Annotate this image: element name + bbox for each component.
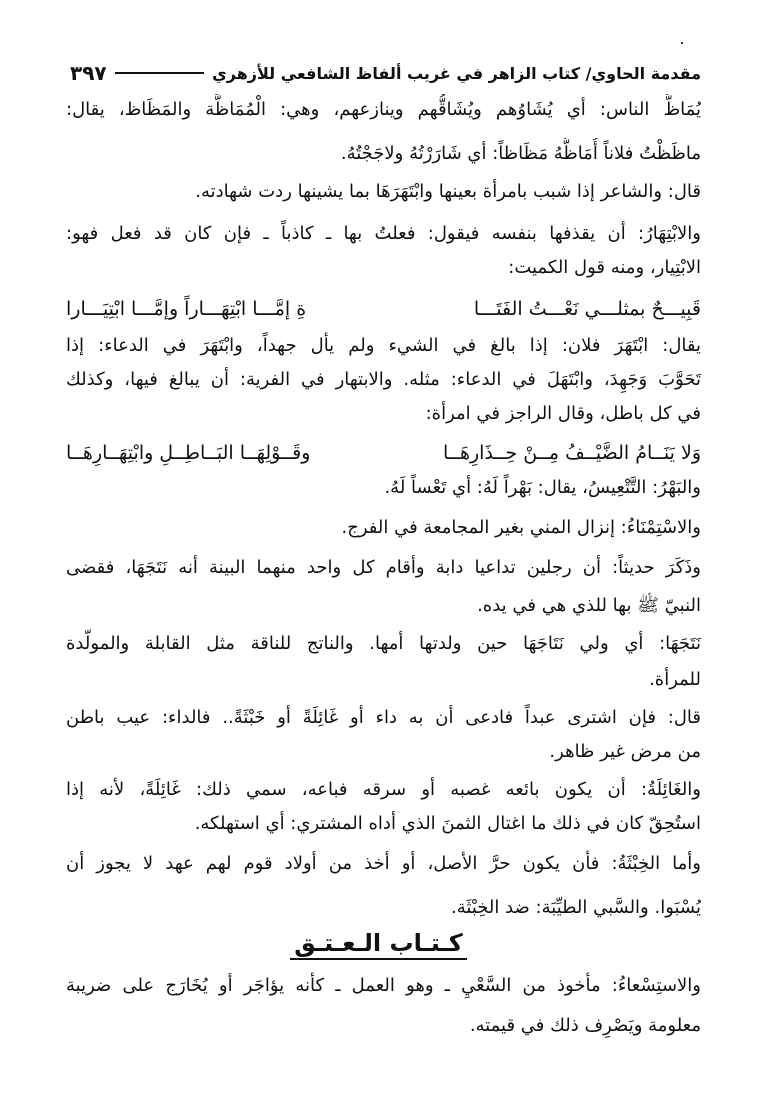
text-line: قال: فإن اشترى عبداً فادعى أن به داء أو غَائِلَةً أو خَبْثَةً.. فالداء: عيب باطن	[66, 707, 701, 728]
text-line: يقال: ابْتَهَرَ فلان: إذا بالغ في الشيء ولم يأل جهداً، وابْتَهَرَ في الدعاء: إذا	[66, 335, 701, 356]
text-line: ماظَظْتُ فلاناً أُمَاظُّهُ مَظَاظاً: أي شَارَرْتُهُ ولاجَجْتُهُ.	[340, 143, 701, 164]
verse-line	[66, 436, 701, 470]
text-line: يُسْبَوا. والسَّبي الطيِّبَة: ضد الخِبْثَة.	[451, 897, 701, 918]
text-line: والبَهْرُ: التَّتْعِيسُ، يقال: بَهْراً لَهُ: أي تَعْساً لَهُ.	[384, 477, 701, 498]
text-line: والاستِسْعاءُ: مأخوذ من السَّعْيِ ـ وهو العمل ـ كأنه يؤاجَر أو يُخَارَج على ضريبة	[66, 975, 701, 996]
text-line: تَحَوَّبَ وَجَهِدَ، وابْتَهَلَ في الدعاء: مثله. والابتهار في الفرية: أن يبالغ فيها، وكذلك	[66, 369, 701, 390]
verse-second-hemistich: ةِ إمَّـــا ابْتِهَـــاراً وإمَّـــا ابْتِيَـــارا	[66, 298, 307, 320]
text-line: وذَكَرَ حديثاً: أن رجلين تداعيا دابة وأقام كل واحد منهما البينة أنه نَتَجَهَا، فقضى	[66, 557, 701, 578]
header-rule	[115, 72, 204, 74]
text-line: في كل باطل، وقال الراجز في امرأة:	[425, 403, 701, 424]
verse-second-hemistich: وقَــوْلِهَــا البَــاطِــلِ وابْتِهَــارِهَــا	[66, 442, 311, 464]
text-line: قال: والشاعر إذا شبب بامرأة بعينها وابْتَهَرَهَا بما يشينها ردت شهادته.	[195, 181, 701, 202]
text-line: معلومة ويَصْرِف ذلك في قيمته.	[469, 1015, 701, 1036]
text-line: والابْتِهَارُ: أن يقذفها بنفسه فيقول: فعلتُ بها ـ كاذباً ـ فإن كان قد فعل فهو:	[66, 223, 701, 244]
verse-first-hemistich: قَبِيـــحٌ بمثلـــي نَعْـــتُ الفَتَـــا	[473, 298, 701, 320]
text-line: والغَائِلَةُ: أن يكون بائعه غصبه أو سرقه فباعه، سمي ذلك: غَائِلَةً، لأنه إذا	[66, 779, 701, 800]
verse-line	[66, 292, 701, 326]
text-line: استُحِقّ كان في ذلك ما اغتال الثمنَ الذي أداه المشتري: أي استهلكه.	[194, 813, 701, 834]
text-line: نَتَجَهَا: أي ولي نَتَاجَهَا حين ولدتها أمها. والناتج للناقة مثل القابلة والمولّدة	[66, 633, 701, 654]
text-line: النبيّ ﷺ بها للذي هي في يده.	[477, 595, 701, 616]
ink-mark	[681, 42, 683, 44]
text-line: والاسْتِمْنَاءُ: إنزال المني بغير المجامعة في الفرج.	[341, 517, 701, 538]
running-title: مقدمة الحاوي/ كتاب الزاهر في غريب ألفاظ الشافعي للأزهري	[212, 63, 701, 83]
text-line: يُمَاظُّ الناس: أي يُشَاوُهم ويُشَاقُّهم وينازعهم، وهي: الْمُمَاظَّة والمَظَاظ، يقال:	[66, 99, 701, 120]
section-heading	[0, 928, 757, 962]
verse-first-hemistich: وَلا يَنَــامُ الضَّيْــفُ مِــنْ حِــذَارِهَــا	[443, 442, 701, 464]
running-header	[70, 60, 701, 86]
section-heading-text: كـتـاب الـعـتـق	[290, 928, 466, 960]
text-line: من مرض غير ظاهر.	[549, 741, 701, 762]
page-number: ٣٩٧	[70, 61, 107, 85]
text-line: وأما الخِبْثَةُ: فأن يكون حرَّ الأصل، أو أخذ من أولاد قوم لهم عهد لا يجوز أن	[66, 853, 701, 874]
text-line: للمرأة.	[649, 669, 701, 690]
text-line: الابْتِيار، ومنه قول الكميت:	[508, 257, 701, 278]
